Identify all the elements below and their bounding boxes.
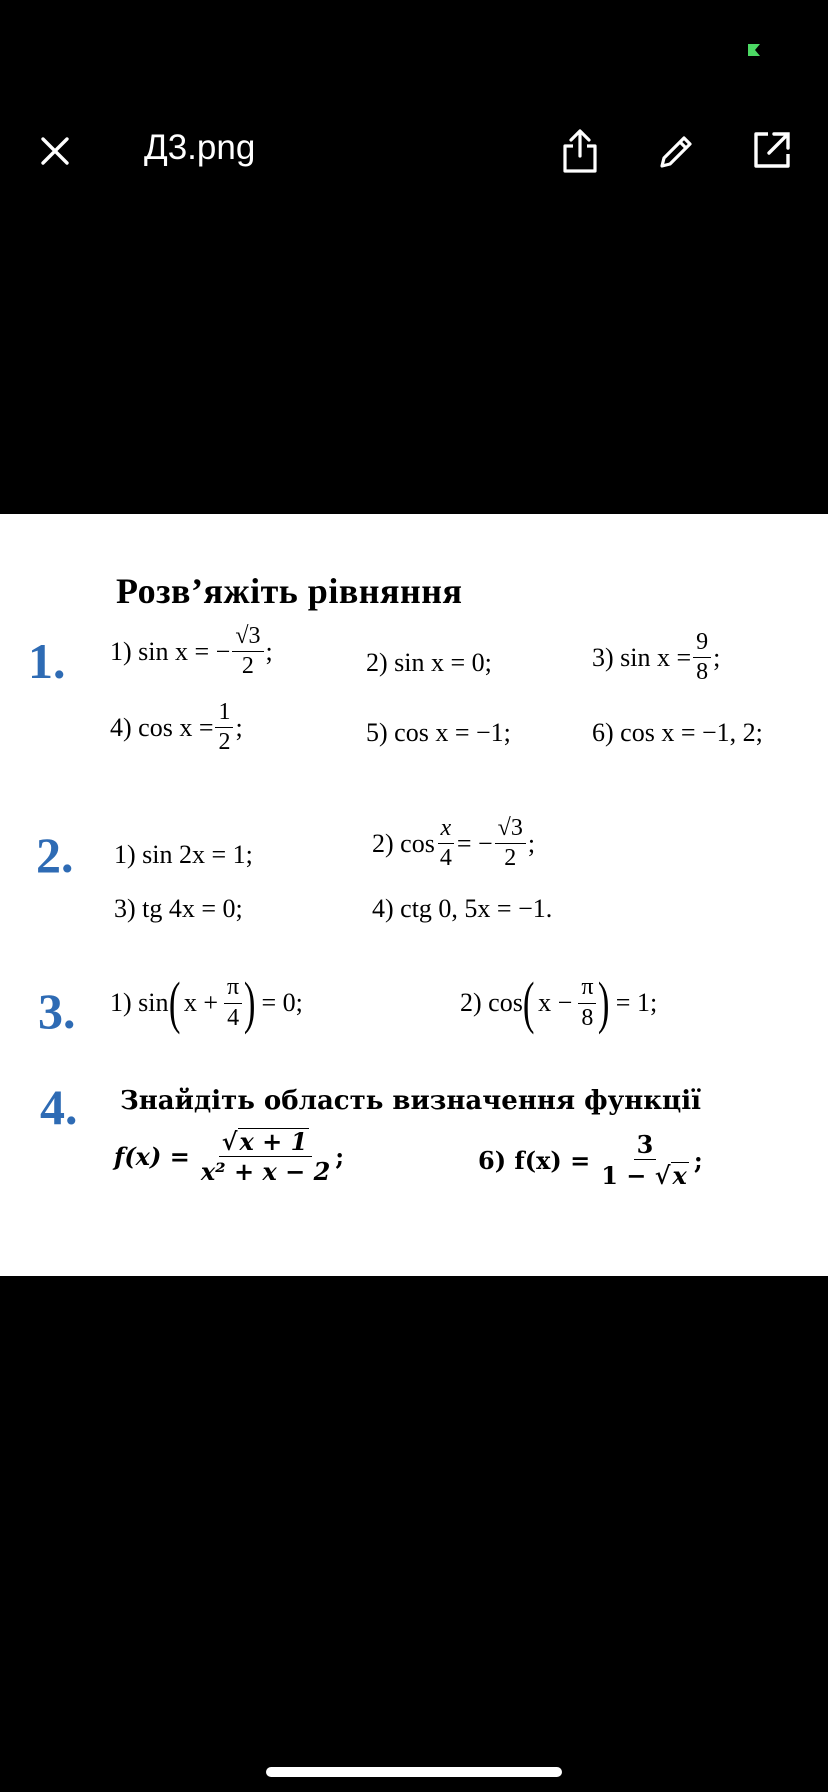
task2-item-2: 2) cos $\frac{x}{4}$ = − $\frac{√3}{2}$ ; xyxy=(372,815,536,872)
pencil-icon[interactable] xyxy=(656,132,696,172)
task-number-1: 1. xyxy=(28,633,66,689)
task2-item-1: 1) sin 2x = 1; xyxy=(114,840,253,869)
task3-item-1: 1) sin ( x + $\frac{\pi}{4}$ ) = 0; xyxy=(110,970,303,1035)
close-icon[interactable] xyxy=(40,136,70,166)
task-number-3: 3. xyxy=(38,983,76,1039)
task4-item-2: 6) f(x) = 3 1 − √ x ; xyxy=(478,1130,703,1191)
share-icon[interactable] xyxy=(562,128,598,174)
task1-item-3: 3) sin x = $\frac{9}{8}$ ; xyxy=(592,629,721,686)
status-indicator-icon xyxy=(746,42,762,58)
task4-heading: Знайдіть область визначення функції xyxy=(120,1086,702,1116)
task1-item-6: 6) cos x = −1, 2; xyxy=(592,718,763,747)
task1-item-2: 2) sin x = 0; xyxy=(366,648,492,677)
task1-item-4: 4) cos x = $\frac{1}{2}$ ; xyxy=(110,699,243,756)
file-title: Д3.png xyxy=(144,128,256,167)
task4-item-1: f(x) = √ x + 1 x² + x − 2 ; xyxy=(114,1127,345,1187)
open-external-icon[interactable] xyxy=(752,130,792,170)
document-image xyxy=(0,514,828,1276)
page-heading: Розв’яжіть рівняння xyxy=(116,571,463,611)
home-indicator[interactable] xyxy=(266,1767,562,1777)
task-number-2: 2. xyxy=(36,827,74,883)
task2-item-3: 3) tg 4x = 0; xyxy=(114,894,243,923)
task1-item-5: 5) cos x = −1; xyxy=(366,718,511,747)
task-number-4: 4. xyxy=(40,1079,78,1135)
task1-item-1: 1) sin x = − $\frac{√3}{2}$ ; xyxy=(110,623,273,680)
task3-item-2: 2) cos ( x − $\frac{\pi}{8}$ ) = 1; xyxy=(460,970,658,1035)
task2-item-4: 4) ctg 0, 5x = −1. xyxy=(372,894,553,923)
